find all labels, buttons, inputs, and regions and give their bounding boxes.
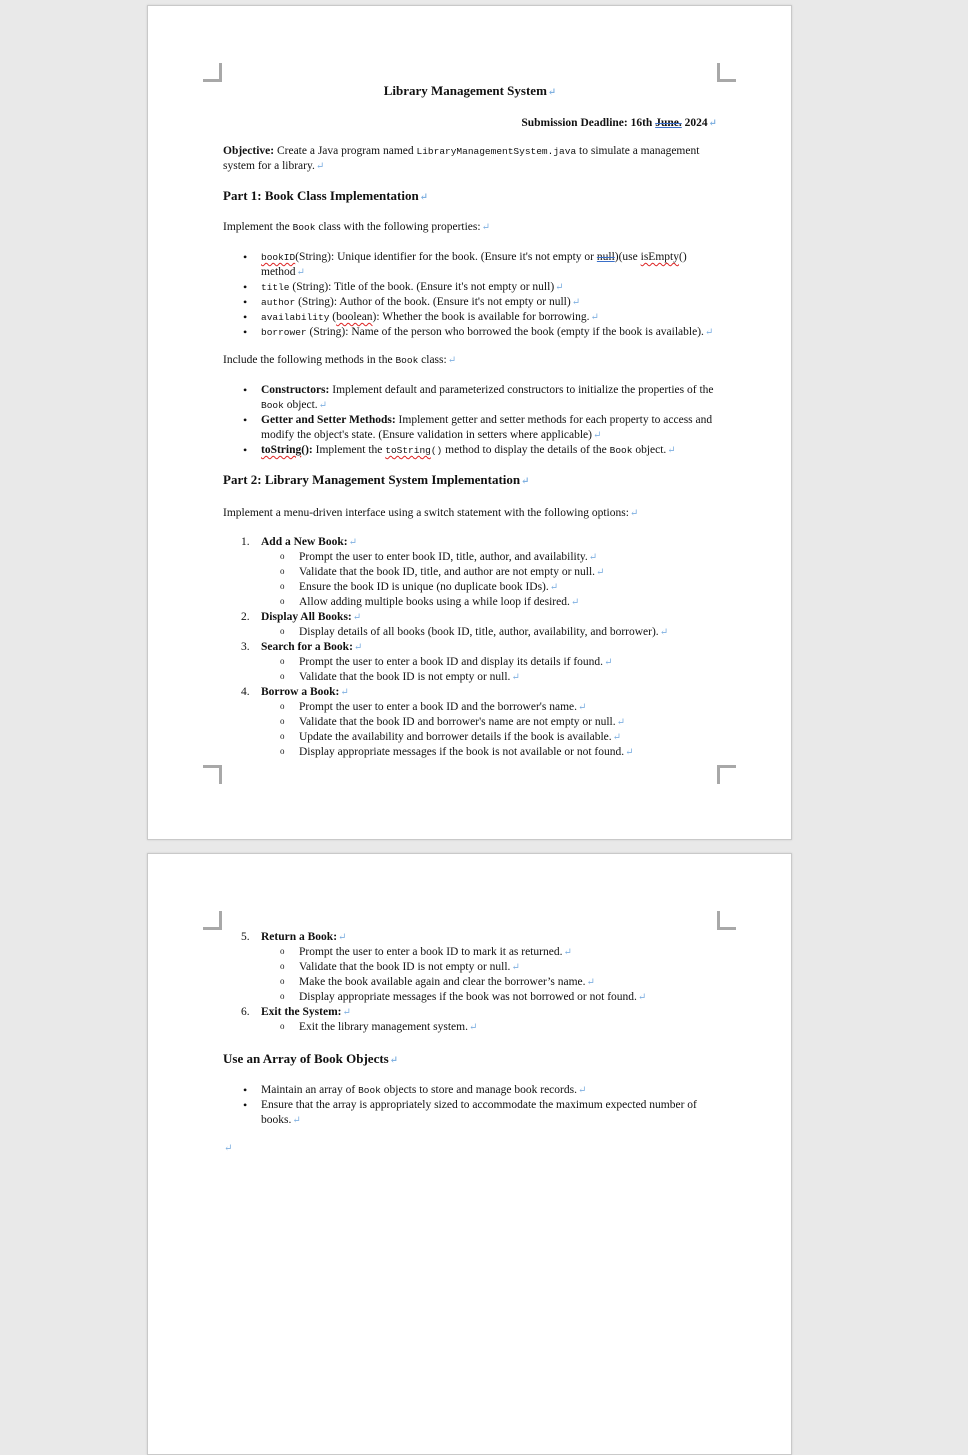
list-item: o Exit the library management system.↵ — [299, 1020, 717, 1035]
page-1-body[interactable] — [223, 83, 717, 760]
list-item: • title (String): Title of the book. (Ensure it's not empty or null)↵ — [261, 280, 717, 295]
menu-option-6: 6. Exit the System:↵ o Exit the library management system.↵ — [261, 1005, 717, 1035]
list-item: • Getter and Setter Methods: Implement getter and setter methods for each property to access and modify the object's state. (Ensure validation in setters where applicable)↵ — [261, 413, 717, 443]
list-item: o Prompt the user to enter a book ID to mark it as returned.↵ — [299, 945, 717, 960]
margin-corner-top-right — [717, 911, 736, 930]
menu-option-2: 2. Display All Books:↵ o Display details of all books (book ID, title, author, availability, and borrower).↵ — [261, 610, 717, 640]
list-item: • borrower (String): Name of the person who borrowed the book (empty if the book is available).↵ — [261, 325, 717, 340]
document-title: Library Management System↵ — [383, 83, 557, 98]
document-page-1 — [147, 5, 792, 840]
list-item: • toString(): Implement the toString() method to display the details of the Book object.↵ — [261, 443, 717, 458]
menu-option-3: 3. Search for a Book:↵ o Prompt the user to enter a book ID and display its details if found.↵ o Validate that the book ID is not empty or null.↵ — [261, 640, 717, 685]
list-item: o Allow adding multiple books using a while loop if desired.↵ — [299, 595, 717, 610]
list-item: • author (String): Author of the book. (Ensure it's not empty or null)↵ — [261, 295, 717, 310]
part2-heading: Part 2: Library Management System Implementation↵ — [223, 472, 530, 487]
list-item: o Update the availability and borrower details if the book is available.↵ — [299, 730, 717, 745]
part1-heading: Part 1: Book Class Implementation↵ — [223, 188, 429, 203]
list-item: o Prompt the user to enter a book ID and the borrower's name.↵ — [299, 700, 717, 715]
list-item: • Ensure that the array is appropriately sized to accommodate the maximum expected number of books.↵ — [261, 1098, 717, 1128]
list-item: o Prompt the user to enter a book ID and display its details if found.↵ — [299, 655, 717, 670]
list-item: o Display appropriate messages if the book is not available or not found.↵ — [299, 745, 717, 760]
tracked-deletion: June. — [655, 117, 682, 129]
part1-intro: Implement the Book class with the following properties:↵ — [223, 221, 490, 233]
list-item: • bookID(String): Unique identifier for the book. (Ensure it's not empty or null)(use isEmpty() method↵ — [261, 250, 717, 280]
menu-option-1: 1. Add a New Book:↵ o Prompt the user to enter book ID, title, author, and availability.↵ o Validate that the book ID, title, and author are not empty or null.↵ o Ensure the book ID is unique (no duplicate book IDs).↵ o Allow adding multiple books using a while loop if desired.↵ — [261, 535, 717, 610]
page-2-body[interactable] — [223, 930, 717, 1156]
list-item: o Prompt the user to enter book ID, title, author, and availability.↵ — [299, 550, 717, 565]
menu-options-list — [223, 535, 717, 760]
objective-paragraph: Objective: Create a Java program named LibraryManagementSystem.java to simulate a management system for a library.↵ — [223, 145, 700, 172]
document-page-2 — [147, 853, 792, 1455]
list-item: o Display appropriate messages if the book was not borrowed or not found.↵ — [299, 990, 717, 1005]
margin-corner-bottom-left — [203, 765, 222, 784]
list-item: o Validate that the book ID and borrower's name are not empty or null.↵ — [299, 715, 717, 730]
list-item: o Validate that the book ID is not empty or null.↵ — [299, 670, 717, 685]
list-item: o Display details of all books (book ID, title, author, availability, and borrower).↵ — [299, 625, 717, 640]
methods-list — [223, 383, 717, 458]
margin-corner-top-right — [717, 63, 736, 82]
array-list — [223, 1083, 717, 1128]
submission-deadline: Submission Deadline: 16th June. 2024↵ — [521, 117, 717, 129]
margin-corner-top-left — [203, 911, 222, 930]
array-heading: Use an Array of Book Objects↵ — [223, 1051, 399, 1066]
part2-intro: Implement a menu-driven interface using a switch statement with the following options:↵ — [223, 507, 639, 519]
menu-options-list-continued — [223, 930, 717, 1035]
list-item: • availability (boolean): Whether the book is available for borrowing.↵ — [261, 310, 717, 325]
menu-option-4: 4. Borrow a Book:↵ o Prompt the user to enter a book ID and the borrower's name.↵ o Validate that the book ID and borrower's name are not empty or null.↵ o Update the availability and borrower details if the book is available.↵ o Display appropriate messages if the book is not available or not found.↵ — [261, 685, 717, 760]
menu-option-5: 5. Return a Book:↵ o Prompt the user to enter a book ID to mark it as returned.↵ o Validate that the book ID is not empty or null.↵ o Make the book available again and clear the borrower’s name.↵ o Display appropriate messages if the book was not borrowed or not found.↵ — [261, 930, 717, 1005]
methods-intro: Include the following methods in the Book class:↵ — [223, 354, 457, 366]
list-item: • Constructors: Implement default and parameterized constructors to initialize the properties of the Book object.↵ — [261, 383, 717, 413]
empty-paragraph: ↵ — [224, 1143, 233, 1154]
list-item: o Ensure the book ID is unique (no duplicate book IDs).↵ — [299, 580, 717, 595]
margin-corner-top-left — [203, 63, 222, 82]
list-item: o Make the book available again and clear the borrower’s name.↵ — [299, 975, 717, 990]
list-item: o Validate that the book ID is not empty or null.↵ — [299, 960, 717, 975]
list-item: o Validate that the book ID, title, and author are not empty or null.↵ — [299, 565, 717, 580]
margin-corner-bottom-right — [717, 765, 736, 784]
properties-list — [223, 250, 717, 340]
list-item: • Maintain an array of Book objects to store and manage book records.↵ — [261, 1083, 717, 1098]
